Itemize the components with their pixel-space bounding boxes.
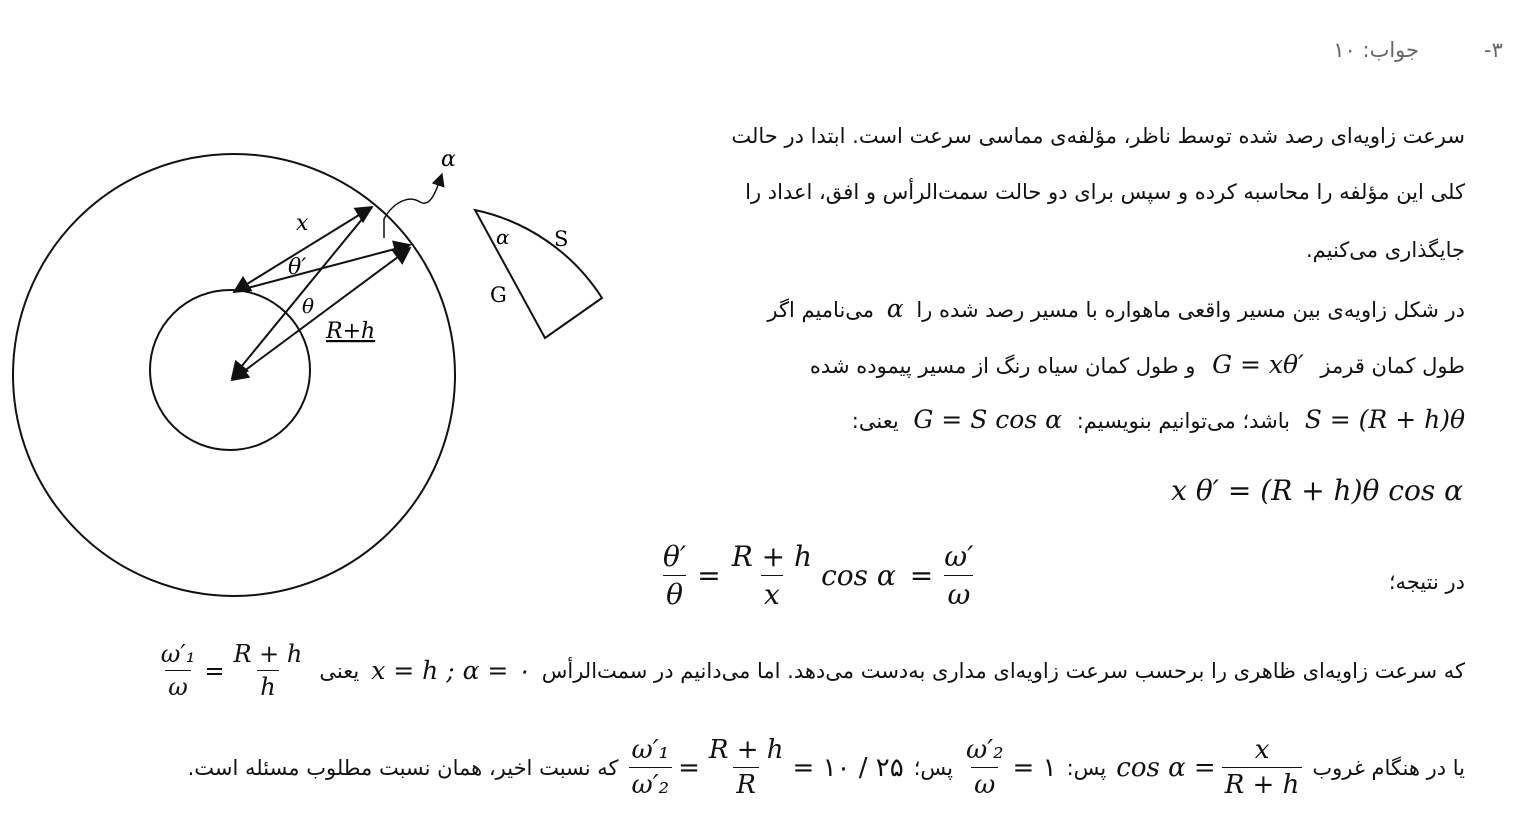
p1-line3: جایگذاری می‌کنیم. [1305, 238, 1465, 262]
label-x: x [296, 211, 309, 236]
p4-text-b: پس: [1066, 755, 1107, 780]
p3-text-b: یعنی [319, 658, 360, 683]
equation-main: x θ′ = (R + h)θ cos α [1171, 474, 1463, 507]
frac-rh-h: $\frac{R + h}{h}$ [233, 640, 303, 701]
frac-omega2: $\frac{\text{ω′₂}}{\omega}$ [966, 735, 1004, 800]
inset-sector [475, 210, 602, 338]
math-s-eq: S = (R + h)θ [1304, 405, 1465, 434]
label-alpha: α [441, 147, 456, 172]
p2-line1-text-b: می‌نامیم اگر [767, 298, 875, 322]
label-theta: θ [302, 294, 315, 318]
frac-omega: $\frac{\omega'}{\omega}$ [944, 540, 974, 611]
p3-line: که سرعت زاویه‌ای ظاهری را برحسب سرعت زاویه‌ای مداری به‌دست می‌دهد. اما می‌دانیم در سمت‌الرأس x = h ; α = ۰ یعنی $\frac{\text{ω′₁}}{\omega}$ = $\frac{R + h}{h}$ [158, 640, 1465, 701]
p2-line3-text-a: باشد؛ می‌توانیم بنویسیم: [1076, 409, 1291, 433]
equation-result: $\frac{\theta'}{\theta}$ = $\frac{R + h}{x}$ cos α = $\frac{\omega'}{\omega}$ [660, 540, 976, 611]
label-G: G [490, 283, 507, 307]
frac-x-rh: $\frac{x}{R + h}$ [1222, 735, 1303, 800]
p2-line3-text-b: یعنی: [851, 409, 899, 433]
math-zenith: x = h ; α = ۰ [371, 656, 530, 685]
p2-line2 [810, 350, 1465, 379]
p1-line1: سرعت زاویه‌ای رصد شده توسط ناظر، مؤلفه‌ی مماسی سرعت است. ابتدا در حالت [731, 124, 1465, 148]
p4-text-d: که نسبت اخیر، همان نسبت مطلوب مسئله است. [187, 755, 619, 780]
orbit-diagram [0, 120, 620, 710]
math-alpha: α [886, 294, 904, 323]
frac-rh-r: $\frac{R + h}{R}$ [708, 735, 784, 800]
math-g-eq-s: G = S cos α [913, 405, 1062, 434]
frac-rh-x: $\frac{R + h}{x}$ [731, 540, 813, 611]
label-r-plus-h: R+h [326, 319, 376, 344]
label-S: S [554, 227, 569, 251]
p1-line2: کلی این مؤلفه را محاسبه کرده و سپس برای دو حالت سمت‌الرأس و افق، اعداد را [745, 180, 1465, 204]
earth-circle [150, 290, 310, 450]
p4-text-c: پس؛ [913, 755, 954, 780]
frac-omega1-omega2: $\frac{\text{ω′₁}}{\text{ω′₂}}$ [629, 735, 673, 800]
label-theta-prime: θ′ [288, 255, 307, 280]
p3-text-a: که سرعت زاویه‌ای ظاهری را برحسب سرعت زاویه‌ای مداری به‌دست می‌دهد. اما می‌دانیم در سمت‌الرأس [541, 658, 1465, 683]
p4-text-a: یا در هنگام غروب [1312, 755, 1465, 780]
frac-theta: $\frac{\theta'}{\theta}$ [663, 540, 687, 611]
p2-line1-text-a: در شکل زاویه‌ی بین مسیر واقعی ماهواره با مسیر رصد شده را [916, 298, 1465, 322]
problem-number: -۳ [1484, 38, 1503, 62]
p2-line3 [852, 405, 1465, 434]
p2-line2-text-a: طول کمان قرمز [1320, 354, 1465, 378]
p2-line2-text-b: و طول کمان سیاه رنگ از مسیر پیموده شده [809, 354, 1196, 378]
p4-line: یا در هنگام غروب cos α = $\frac{x}{R + h}$ پس: $\frac{\text{ω′₂}}{\omega}$ = ۱ پس؛ $\frac{\text{ω′₁}}{\text{ω′₂}}$ = $\frac{R + h}{R}$ = ۱۰ / ۲۵ که نسبت اخیر، همان نسبت مطلوب مسئله است. [187, 735, 1465, 800]
answer-label: جواب: ۱۰ [1333, 38, 1419, 62]
inset-alpha: α [496, 225, 510, 249]
angle-alpha-arc [384, 174, 442, 238]
p2-line1 [767, 294, 1465, 323]
result-label: در نتیجه؛ [1388, 570, 1465, 594]
frac-omega1: $\frac{\text{ω′₁}}{\omega}$ [160, 640, 196, 701]
math-g-eq: G = xθ′ [1212, 350, 1304, 379]
